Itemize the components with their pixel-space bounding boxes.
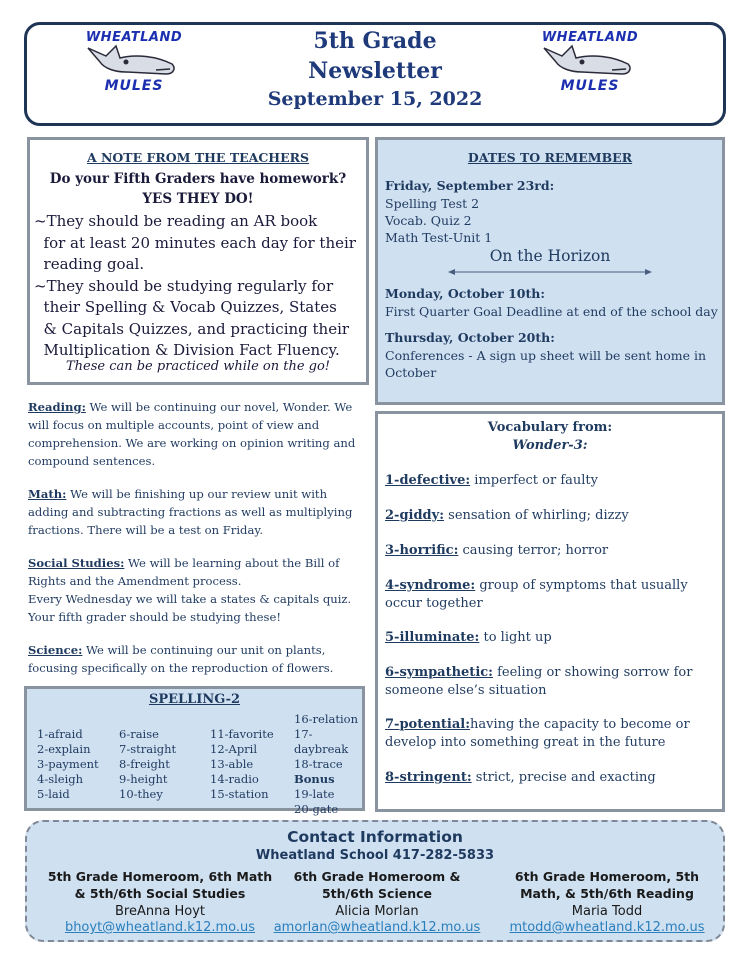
teacher-note-answer: YES THEY DO! <box>142 191 254 207</box>
teacher-note-question: Do your Fifth Graders have homework? <box>49 171 347 187</box>
contact-card <box>35 868 285 935</box>
math-label: Math: <box>28 487 67 501</box>
vocab-word <box>385 542 720 560</box>
vocab-definition: feeling or showing sorrow for someone else’s situation <box>385 665 693 698</box>
vocab-definition: strict, precise and exacting <box>471 770 656 785</box>
logo-text-bottom: MULES <box>104 78 164 94</box>
spelling-bonus-label: Bonus <box>294 772 335 786</box>
dates-title: DATES TO REMEMBER <box>467 150 633 165</box>
teacher-name: Alicia Morlan <box>335 904 419 919</box>
math-text: We will be finishing up our review unit with adding and subtracting fractions as well as multiplying fractions. There will be a test on Friday. <box>28 487 353 537</box>
teacher-role: 6th Grade Homeroom & <box>293 869 461 884</box>
vocab-word <box>385 769 720 787</box>
teacher-name: Maria Todd <box>571 904 643 919</box>
spelling-word: 18-trace <box>294 757 343 771</box>
vocab-definition: imperfect or faulty <box>470 473 598 488</box>
spelling-word: 17-daybreak <box>294 727 349 756</box>
spelling-word: 20-gate <box>294 802 339 816</box>
vocab-definition: to light up <box>479 630 552 645</box>
vocab-word <box>385 472 720 490</box>
spelling-word: 7-straight <box>119 742 177 756</box>
spelling-word: 14-radio <box>210 772 259 786</box>
spelling-word: 15-station <box>210 787 269 801</box>
spelling-column-1 <box>37 727 99 802</box>
school-phone: Wheatland School 417-282-5833 <box>255 848 495 863</box>
teacher-note-line: Multiplication & Division Fact Fluency. <box>34 341 340 359</box>
teacher-email-link[interactable]: mtodd@wheatland.k12.mo.us <box>509 920 705 935</box>
social-studies-text-2: Every Wednesday we will take a states & capitals quiz. Your fifth grader should be studying these! <box>28 592 352 624</box>
spelling-word: 6-raise <box>119 727 159 741</box>
date-item: Math Test-Unit 1 <box>385 230 493 245</box>
reading-text: We will be continuing our novel, Wonder. We will focus on multiple accounts, point of view and comprehension. We are working on opinion writing and compound sentences. <box>28 400 356 468</box>
teacher-email-link[interactable]: bhoyt@wheatland.k12.mo.us <box>64 920 256 935</box>
teacher-note-line: their Spelling & Vocab Quizzes, States <box>34 298 337 316</box>
teacher-note-line: reading goal. <box>34 255 145 273</box>
social-studies-label: Social Studies: <box>28 556 125 570</box>
newsletter-date: September 15, 2022 <box>267 88 483 110</box>
vocab-definition: having the capacity to become or develop into something great in the future <box>385 717 690 750</box>
vocab-term: 5-illuminate: <box>385 630 480 645</box>
logo-text-top: WHEATLAND <box>85 30 183 45</box>
spelling-word: 19-late <box>294 787 335 801</box>
spelling-word: 2-explain <box>37 742 91 756</box>
horizon-label: On the Horizon <box>489 247 611 265</box>
vocab-term: 6-sympathetic: <box>385 665 493 680</box>
spelling-word: 12-April <box>210 742 258 756</box>
vocab-definition: group of symptoms that usually occur together <box>385 578 688 611</box>
vocab-subtitle: Wonder-3: <box>512 438 588 453</box>
spelling-word: 9-height <box>119 772 168 786</box>
spelling-box <box>24 686 365 816</box>
teacher-role: 6th Grade Homeroom, 5th <box>514 869 700 884</box>
vocab-term: 8-stringent: <box>385 770 472 785</box>
vocab-title: Vocabulary from: <box>487 420 613 435</box>
science-section <box>28 641 363 677</box>
spelling-word: 11-favorite <box>210 727 274 741</box>
school-logo-left <box>76 30 192 94</box>
date-heading: Thursday, October 20th: <box>385 330 555 345</box>
logo-text-bottom: MULES <box>560 78 620 94</box>
double-arrow-icon <box>448 268 652 276</box>
contact-card <box>495 868 719 935</box>
spelling-word: 8-freight <box>119 757 170 771</box>
vocab-word <box>385 507 720 525</box>
teacher-note-tagline: These can be practiced while on the go! <box>65 359 331 374</box>
spelling-column-2 <box>119 727 176 802</box>
spelling-column-3 <box>210 727 274 802</box>
teacher-note-line: ~They should be studying regularly for <box>34 276 334 295</box>
vocab-term: 4-syndrome: <box>385 578 476 593</box>
vocab-term: 3-horrific: <box>385 543 459 558</box>
contact-card <box>267 868 487 935</box>
contact-title: Contact Information <box>287 828 463 846</box>
teacher-email-link[interactable]: amorlan@wheatland.k12.mo.us <box>273 920 481 935</box>
date-item: Conferences - A sign up sheet will be sent home in <box>385 348 707 363</box>
teacher-note-line: ~They should be reading an AR book <box>34 212 318 230</box>
teacher-role: Math, & 5th/6th Reading <box>520 886 694 901</box>
date-heading: Monday, October 10th: <box>385 286 545 301</box>
vocab-term: 2-giddy: <box>385 508 445 523</box>
vocab-word <box>385 664 720 700</box>
date-item: Vocab. Quiz 2 <box>385 213 472 228</box>
date-heading: Friday, September 23rd: <box>385 178 555 193</box>
date-item: First Quarter Goal Deadline at end of the school day <box>385 304 718 319</box>
math-section <box>28 485 363 539</box>
teacher-note-box <box>27 137 369 385</box>
teacher-role: 5th Grade Homeroom, 6th Math <box>47 869 273 884</box>
teacher-role: & 5th/6th Social Studies <box>74 886 246 901</box>
newsletter-title-line2: Newsletter <box>308 58 442 84</box>
spelling-word: 1-afraid <box>37 727 83 741</box>
spelling-word: 16-relation <box>294 712 358 726</box>
contact-box <box>25 820 725 942</box>
science-label: Science: <box>28 643 83 657</box>
spelling-word: 5-laid <box>37 787 70 801</box>
newsletter-title: 5th Grade <box>313 28 437 54</box>
vocab-word <box>385 629 720 647</box>
mule-head-icon <box>86 42 182 78</box>
social-studies-section <box>28 554 363 626</box>
vocab-term: 7-potential: <box>385 717 471 732</box>
vocab-word <box>385 577 720 613</box>
date-item: Spelling Test 2 <box>385 196 480 211</box>
teacher-note-line: & Capitals Quizzes, and practicing their <box>34 319 350 338</box>
dates-box <box>375 137 725 405</box>
science-text: We will be continuing our unit on plants, focusing specifically on the reproduction of flowers. <box>28 643 334 675</box>
social-studies-text: We will be learning about the Bill of Rights and the Amendment process. <box>28 556 340 588</box>
reading-section <box>28 398 363 470</box>
teacher-note-title: A NOTE FROM THE TEACHERS <box>86 150 310 165</box>
spelling-word: 4-sleigh <box>37 772 84 786</box>
reading-label: Reading: <box>28 400 86 414</box>
vocab-word <box>385 716 720 752</box>
spelling-column-4 <box>294 712 362 817</box>
teacher-role: 5th/6th Science <box>321 886 433 901</box>
mule-head-icon <box>542 42 638 78</box>
vocab-definition: causing terror; horror <box>458 543 609 558</box>
spelling-word: 10-they <box>119 787 163 801</box>
vocab-definition: sensation of whirling; dizzy <box>444 508 629 523</box>
vocabulary-box <box>375 411 725 812</box>
vocab-term: 1-defective: <box>385 473 471 488</box>
spelling-word: 3-payment <box>37 757 99 771</box>
spelling-word: 13-able <box>210 757 254 771</box>
teacher-note-line: for at least 20 minutes each day for their <box>34 233 356 252</box>
spelling-title: SPELLING-2 <box>148 692 241 707</box>
date-item: October <box>385 365 437 380</box>
teacher-name: BreAnna Hoyt <box>115 904 205 919</box>
logo-text-top: WHEATLAND <box>541 30 639 45</box>
